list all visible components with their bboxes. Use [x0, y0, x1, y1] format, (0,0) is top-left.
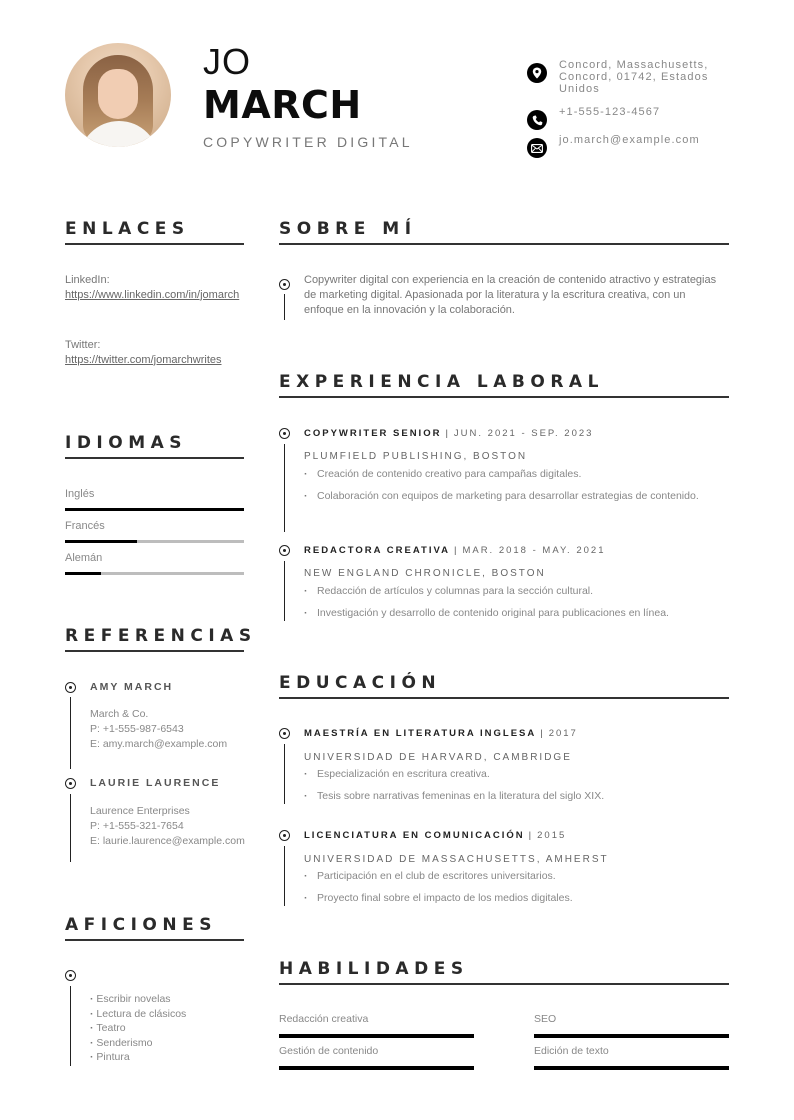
skill-name: Gestión de contenido [279, 1045, 379, 1057]
hobbies-list [90, 992, 186, 1065]
link-linkedin [65, 273, 245, 302]
envelope-icon [527, 138, 547, 158]
about-divider [279, 243, 729, 245]
reference-phone: P: +1-555-987-6543 [90, 723, 184, 735]
job-organization: NEW ENGLAND CHRONICLE, BOSTON [304, 568, 546, 579]
skill-item [534, 1013, 729, 1038]
education-heading: EDUCACIÓN [279, 673, 442, 693]
photo-face [98, 69, 138, 119]
job-organization: PLUMFIELD PUBLISHING, BOSTON [304, 451, 528, 462]
skill-level-fill [279, 1066, 474, 1070]
skill-item [534, 1045, 729, 1070]
phone-icon [527, 110, 547, 130]
link-label: LinkedIn: [65, 274, 110, 286]
first-name: JO [203, 41, 252, 82]
twitter-url[interactable]: https://twitter.com/jomarchwrites [65, 353, 222, 366]
reference-email: E: amy.march@example.com [90, 738, 228, 750]
references-heading: REFERENCIAS [65, 626, 257, 646]
phone-text[interactable]: +1-555-123-4567 [559, 106, 661, 118]
language-level-bar [65, 572, 244, 575]
separator: | [453, 545, 459, 556]
language-name: Inglés [65, 488, 95, 500]
skill-level-bar [279, 1034, 474, 1038]
bullet-item: · Investigación y desarrollo de contenido original para publicaciones en línea. [304, 606, 724, 621]
skill-level-fill [534, 1066, 729, 1070]
bullet-item: · Redacción de artículos y columnas para la sección cultural. [304, 584, 724, 599]
hobby-item: · Teatro [90, 1021, 186, 1036]
location-pin-icon [527, 63, 547, 83]
bullet-item: · Proyecto final sobre el impacto de los medios digitales. [304, 891, 724, 906]
link-twitter [65, 338, 245, 367]
references-divider [65, 650, 244, 652]
links-divider [65, 243, 244, 245]
experience-divider [279, 396, 729, 398]
skills-divider [279, 983, 729, 985]
last-name: MARCH [203, 83, 362, 127]
education-entry-header [304, 728, 578, 740]
language-item [65, 487, 244, 511]
timeline-dot-icon [65, 682, 76, 693]
hobby-item: · Senderismo [90, 1036, 186, 1051]
timeline-line [284, 294, 285, 320]
timeline-line [70, 794, 71, 862]
timeline-dot-icon [279, 728, 290, 739]
separator: | [540, 728, 545, 739]
job-role: REDACTORA CREATIVA [304, 545, 450, 556]
reference-company: March & Co. [90, 708, 149, 720]
language-level-fill [65, 572, 101, 575]
email-text[interactable]: jo.march@example.com [559, 134, 700, 146]
hobbies-heading: AFICIONES [65, 915, 217, 935]
degree-year: 2017 [548, 728, 578, 739]
bullet-item: · Especialización en escritura creativa. [304, 767, 724, 782]
reference-details [90, 804, 245, 849]
skill-name: SEO [534, 1013, 557, 1025]
education-divider [279, 697, 729, 699]
skill-item [279, 1013, 474, 1038]
reference-name: AMY MARCH [90, 681, 174, 693]
bullet-item: · Tesis sobre narrativas femeninas en la literatura del siglo XIX. [304, 789, 724, 804]
school-name: UNIVERSIDAD DE MASSACHUSETTS, AMHERST [304, 854, 609, 865]
timeline-dot-icon [279, 428, 290, 439]
job-bullets [304, 584, 724, 628]
timeline-line [284, 744, 285, 804]
language-level-fill [65, 540, 137, 543]
reference-name: LAURIE LAURENCE [90, 777, 221, 789]
hobby-item: · Escribir novelas [90, 992, 186, 1007]
timeline-dot-icon [279, 545, 290, 556]
education-bullets [304, 869, 724, 913]
bullet-item: · Colaboración con equipos de marketing para desarrollar estrategias de contenido. [304, 489, 724, 504]
skill-level-bar [534, 1034, 729, 1038]
contact-email [527, 134, 727, 158]
languages-heading: IDIOMAS [65, 433, 188, 453]
timeline-line [70, 986, 71, 1066]
skill-level-fill [534, 1034, 729, 1038]
degree-year: 2015 [537, 830, 567, 841]
about-heading: SOBRE MÍ [279, 219, 417, 239]
skill-level-bar [534, 1066, 729, 1070]
reference-email: E: laurie.laurence@example.com [90, 835, 245, 847]
links-heading: ENLACES [65, 219, 190, 239]
language-level-bar [65, 540, 244, 543]
degree-name: MAESTRÍA EN LITERATURA INGLESA [304, 728, 537, 739]
timeline-line [284, 846, 285, 906]
job-dates: JUN. 2021 - SEP. 2023 [453, 428, 594, 439]
timeline-dot-icon [65, 970, 76, 981]
separator: | [445, 428, 450, 439]
contact-phone [527, 106, 727, 130]
about-text: Copywriter digital con experiencia en la creación de contenido atractivo y estrategias de marketing digital. Apasionada por la literatura y la escritura creativa, con un enfoque en la innovación y la colaboración. [304, 274, 717, 316]
language-level-bar [65, 508, 244, 511]
education-entry-header [304, 830, 566, 842]
language-item [65, 519, 244, 543]
bullet-item: · Participación en el club de escritores universitarios. [304, 869, 724, 884]
link-label: Twitter: [65, 339, 101, 351]
timeline-dot-icon [279, 279, 290, 290]
language-level-fill [65, 508, 244, 511]
language-item [65, 551, 244, 575]
contact-address [527, 59, 727, 95]
profile-photo [65, 43, 171, 147]
bullet-item: · Creación de contenido creativo para campañas digitales. [304, 467, 724, 482]
reference-company: Laurence Enterprises [90, 805, 190, 817]
timeline-dot-icon [279, 830, 290, 841]
timeline-line [284, 561, 285, 621]
hobbies-divider [65, 939, 244, 941]
reference-phone: P: +1-555-321-7654 [90, 820, 184, 832]
job-role: COPYWRITER SENIOR [304, 428, 442, 439]
timeline-dot-icon [65, 778, 76, 789]
job-bullets [304, 467, 724, 511]
skill-name: Edición de texto [534, 1045, 609, 1057]
timeline-line [70, 697, 71, 769]
skill-level-bar [279, 1066, 474, 1070]
skill-item [279, 1045, 474, 1070]
experience-entry-header [304, 545, 605, 557]
reference-details [90, 707, 245, 752]
skill-name: Redacción creativa [279, 1013, 369, 1025]
address-text: Concord, Massachusetts, Concord, 01742, Estados Unidos [559, 59, 709, 95]
job-dates: MAR. 2018 - MAY. 2021 [462, 545, 606, 556]
languages-divider [65, 457, 244, 459]
linkedin-url[interactable]: https://www.linkedin.com/in/jomarch [65, 288, 240, 301]
language-name: Alemán [65, 552, 103, 564]
education-bullets [304, 767, 724, 811]
separator: | [528, 830, 534, 841]
school-name: UNIVERSIDAD DE HARVARD, CAMBRIDGE [304, 752, 572, 763]
timeline-line [284, 444, 285, 532]
hobby-item: · Pintura [90, 1050, 186, 1065]
experience-heading: EXPERIENCIA LABORAL [279, 372, 604, 392]
language-name: Francés [65, 520, 105, 532]
experience-entry-header [304, 428, 593, 440]
hobby-item: · Lectura de clásicos [90, 1007, 186, 1022]
degree-name: LICENCIATURA EN COMUNICACIÓN [304, 830, 525, 841]
skill-level-fill [279, 1034, 474, 1038]
job-title: COPYWRITER DIGITAL [203, 134, 413, 150]
skills-heading: HABILIDADES [279, 959, 469, 979]
